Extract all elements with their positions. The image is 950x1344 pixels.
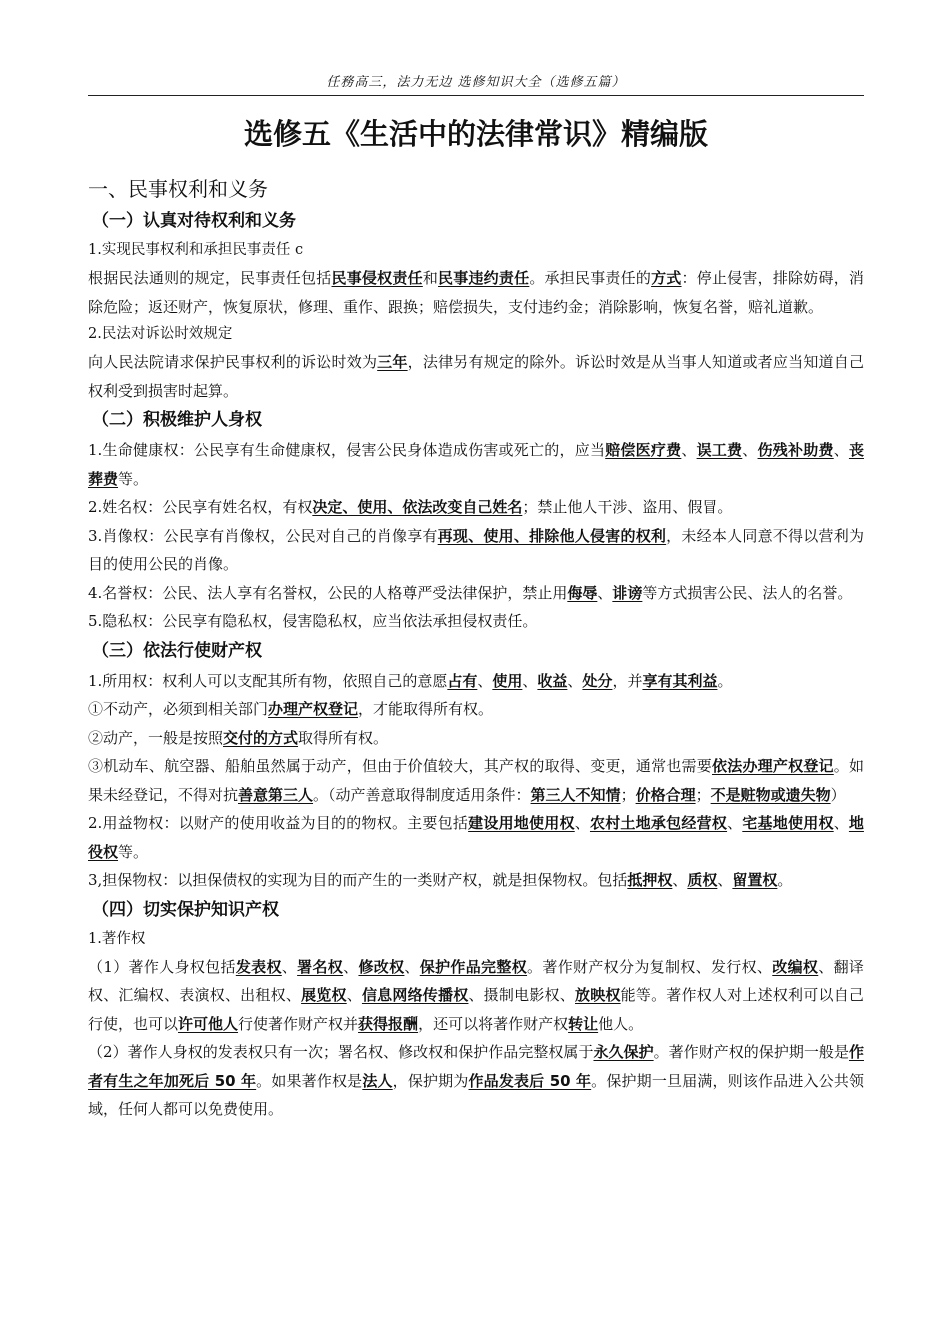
key-term: 质权 xyxy=(687,871,718,889)
text-run: ，未经本人同意不得以营利为目的使用公民的肖像。 xyxy=(88,526,864,573)
key-term: 交付的方式 xyxy=(223,728,299,747)
subsection-heading xyxy=(88,895,864,926)
key-term: 永久保护 xyxy=(593,1043,654,1061)
document-body xyxy=(88,172,864,1124)
key-term: 保护作品完整权 xyxy=(419,957,528,976)
text-run: 、 xyxy=(522,671,538,690)
text-run: 。承担民事责任的 xyxy=(529,269,652,287)
key-term: 不是赃物或遗失物 xyxy=(710,785,831,804)
key-term: 办理产权登记 xyxy=(268,700,359,718)
item-heading xyxy=(88,926,864,953)
text-run: ； xyxy=(695,785,711,804)
key-term: 享有其利益 xyxy=(642,671,718,690)
key-term: 占有 xyxy=(447,671,478,690)
section-heading xyxy=(88,172,864,206)
text-run: ，法律另有规定的除外。诉讼时效是从当事人知道或者应当知道自己权利受到损害时起算。 xyxy=(88,353,864,400)
text-run: 、 xyxy=(833,814,849,832)
key-term: 修改权 xyxy=(358,957,405,976)
paragraph xyxy=(88,522,864,579)
paragraph xyxy=(88,695,864,724)
text-run: 、翻译权、汇编权、表演权、出租权、 xyxy=(88,957,864,1004)
key-term: 处分 xyxy=(582,671,613,690)
text-run: ； xyxy=(620,785,636,804)
key-term: 信息网络传播权 xyxy=(361,986,469,1004)
key-term: 侮辱 xyxy=(567,583,598,602)
subsection-heading xyxy=(88,636,864,667)
paragraph xyxy=(88,809,864,866)
text-run: 。如果著作权是 xyxy=(256,1071,363,1090)
paragraph xyxy=(88,724,864,753)
text-run: ①不动产，必须到相关部门 xyxy=(88,700,269,718)
key-term: 作者有生之年加死后 50 年 xyxy=(88,1043,864,1090)
text-run: 一、民事权利和义务 xyxy=(88,177,268,201)
key-term: 方式 xyxy=(651,269,682,287)
text-run: 。著作财产权的保护期一般是 xyxy=(653,1043,849,1061)
paragraph xyxy=(88,264,864,321)
key-term: 价格合理 xyxy=(635,785,696,804)
paragraph xyxy=(88,348,864,405)
key-term: 诽谤 xyxy=(612,583,643,602)
subsection-heading xyxy=(88,206,864,237)
paragraph xyxy=(88,953,864,1039)
key-term: 第三人不知情 xyxy=(530,785,621,804)
text-run: 1.所用权：权利人可以支配其所有物，依照自己的意愿 xyxy=(88,671,448,690)
key-term: 获得报酬 xyxy=(358,1014,419,1033)
text-run: 、摄制电影权、 xyxy=(468,986,575,1004)
text-run: 5.隐私权：公民享有隐私权，侵害隐私权，应当依法承担侵权责任。 xyxy=(88,612,538,630)
text-run: 向人民法院请求保护民事权利的诉讼时效为 xyxy=(88,353,378,371)
text-run: ；禁止他人干涉、盗用、假冒。 xyxy=(522,498,733,516)
text-run: 、 xyxy=(346,986,362,1004)
running-header: 任務高三，法力无边 选修知识大全（选修五篇） xyxy=(326,75,626,90)
key-term: 误工费 xyxy=(696,441,743,459)
key-term: 农村土地承包经营权 xyxy=(589,814,728,832)
paragraph xyxy=(88,607,864,636)
key-term: 抵押权 xyxy=(627,871,673,889)
text-run: ，保护期为 xyxy=(392,1071,469,1090)
text-run: 取得所有权。 xyxy=(298,728,389,747)
text-run: 、 xyxy=(742,441,758,459)
text-run: ：停止侵害，排除妨碍，消除危险；返还财产，恢复原状，修理、重作、跟换；赔偿损失，支付违约金；消除影响，恢复名誉，赔礼道歉。 xyxy=(88,269,864,316)
text-run: 。如果未经登记，不得对抗 xyxy=(88,757,864,804)
key-term: 展览权 xyxy=(301,986,347,1004)
text-run: ，还可以将著作财产权 xyxy=(418,1014,569,1033)
text-run: （四）切实保护知识产权 xyxy=(92,899,279,920)
text-run: 等。 xyxy=(118,842,149,861)
key-term: 宅基地使用权 xyxy=(742,814,834,832)
key-term: 三年 xyxy=(377,353,408,371)
text-run: 、 xyxy=(833,441,849,459)
text-run: 等方式损害公民、法人的名誉。 xyxy=(642,583,853,602)
text-run: （二）积极维护人身权 xyxy=(92,410,262,430)
key-term: 放映权 xyxy=(575,986,621,1004)
header-rule xyxy=(88,95,864,96)
key-term: 建设用地使用权 xyxy=(468,814,575,832)
key-term: 地役权 xyxy=(88,814,864,861)
text-run: 2.民法对诉讼时效规定 xyxy=(88,326,233,342)
text-run: 、 xyxy=(343,957,359,976)
text-run: 4.名誉权：公民、法人享有名誉权，公民的人格尊严受法律保护，禁止用 xyxy=(88,583,568,602)
key-term: 再现、使用、排除他人侵害的权利 xyxy=(437,526,667,545)
text-run: 1.实现民事权利和承担民事责任 c xyxy=(88,242,304,258)
text-run: （1）著作人身权包括 xyxy=(88,957,236,976)
text-run: 。著作财产权分为复制权、发行权、 xyxy=(527,957,773,976)
text-run: 和 xyxy=(422,269,439,287)
text-run: （一）认真对待权利和义务 xyxy=(92,211,296,231)
text-run: 。保护期一旦届满，则该作品进入公共领域，任何人都可以免费使用。 xyxy=(88,1071,864,1118)
key-term: 转让 xyxy=(568,1014,599,1033)
text-run: 、 xyxy=(727,814,743,832)
text-run: 。 xyxy=(777,871,793,889)
text-run: ②动产，一般是按照 xyxy=(88,728,224,747)
text-run: 2.用益物权：以财产的使用收益为目的的物权。主要包括 xyxy=(88,814,469,832)
key-term: 署名权 xyxy=(297,957,344,976)
text-run: ③机动车、航空器、船舶虽然属于动产，但由于价值较大，其产权的取得、变更，通常也需要 xyxy=(88,757,712,775)
paragraph xyxy=(88,866,864,895)
text-run: 1.生命健康权：公民享有生命健康权，侵害公民身体造成伤害或死亡的，应当 xyxy=(88,441,606,459)
text-run: 、 xyxy=(717,871,733,889)
key-term: 使用 xyxy=(492,671,523,690)
key-term: 收益 xyxy=(537,671,568,690)
text-run: 、 xyxy=(574,814,590,832)
key-term: 法人 xyxy=(362,1071,393,1090)
key-term: 丧葬费 xyxy=(88,441,864,488)
text-run: 、 xyxy=(597,583,613,602)
text-run: 。 xyxy=(717,671,733,690)
item-heading xyxy=(88,321,864,348)
paragraph xyxy=(88,436,864,493)
text-run: 等。 xyxy=(118,469,149,488)
key-term: 决定、使用、依法改变自己姓名 xyxy=(312,498,523,516)
text-run: 他人。 xyxy=(598,1014,644,1033)
paragraph xyxy=(88,667,864,696)
text-run: ，并 xyxy=(612,671,643,690)
text-run: （三）依法行使财产权 xyxy=(92,640,262,661)
paragraph xyxy=(88,493,864,522)
text-run: ） xyxy=(830,785,846,804)
text-run: 3,担保物权：以担保债权的实现为目的而产生的一类财产权，就是担保物权。包括 xyxy=(88,871,628,889)
text-run: 根据民法通则的规定，民事责任包括 xyxy=(88,269,332,287)
text-run: 1.著作权 xyxy=(88,930,146,947)
paragraph xyxy=(88,579,864,608)
text-run: ，才能取得所有权。 xyxy=(358,700,494,718)
text-run: 、 xyxy=(672,871,688,889)
text-run: 。（动产善意取得制度适用条件： xyxy=(313,785,531,804)
key-term: 依法办理产权登记 xyxy=(712,757,834,775)
text-run: （2）著作人身权的发表权只有一次；署名权、修改权和保护作品完整权属于 xyxy=(88,1043,594,1061)
key-term: 许可他人 xyxy=(178,1014,239,1033)
text-run: 2.姓名权：公民享有姓名权，有权 xyxy=(88,498,313,516)
text-run: 3.肖像权：公民享有肖像权，公民对自己的肖像享有 xyxy=(88,526,438,545)
key-term: 作品发表后 50 年 xyxy=(468,1071,592,1090)
text-run: 、 xyxy=(281,957,298,976)
text-run: 、 xyxy=(404,957,420,976)
text-run: 、 xyxy=(567,671,583,690)
key-term: 赔偿医疗费 xyxy=(605,441,682,459)
key-term: 留置权 xyxy=(732,871,778,889)
item-heading xyxy=(88,237,864,264)
page-title: 选修五《生活中的法律常识》精编版 xyxy=(243,117,708,151)
key-term: 改编权 xyxy=(772,957,819,976)
text-run: 、 xyxy=(477,671,493,690)
paragraph xyxy=(88,752,864,809)
key-term: 伤残补助费 xyxy=(757,441,834,459)
key-term: 民事侵权责任 xyxy=(331,269,423,287)
key-term: 善意第三人 xyxy=(238,785,314,804)
key-term: 民事违约责任 xyxy=(438,269,530,287)
text-run: 能等。著作权人对上述权利可以自己行使，也可以 xyxy=(88,986,864,1033)
paragraph xyxy=(88,1038,864,1124)
text-run: 、 xyxy=(681,441,697,459)
subsection-heading xyxy=(88,405,864,436)
text-run: 行使著作财产权并 xyxy=(238,1014,359,1033)
key-term: 发表权 xyxy=(235,957,282,976)
